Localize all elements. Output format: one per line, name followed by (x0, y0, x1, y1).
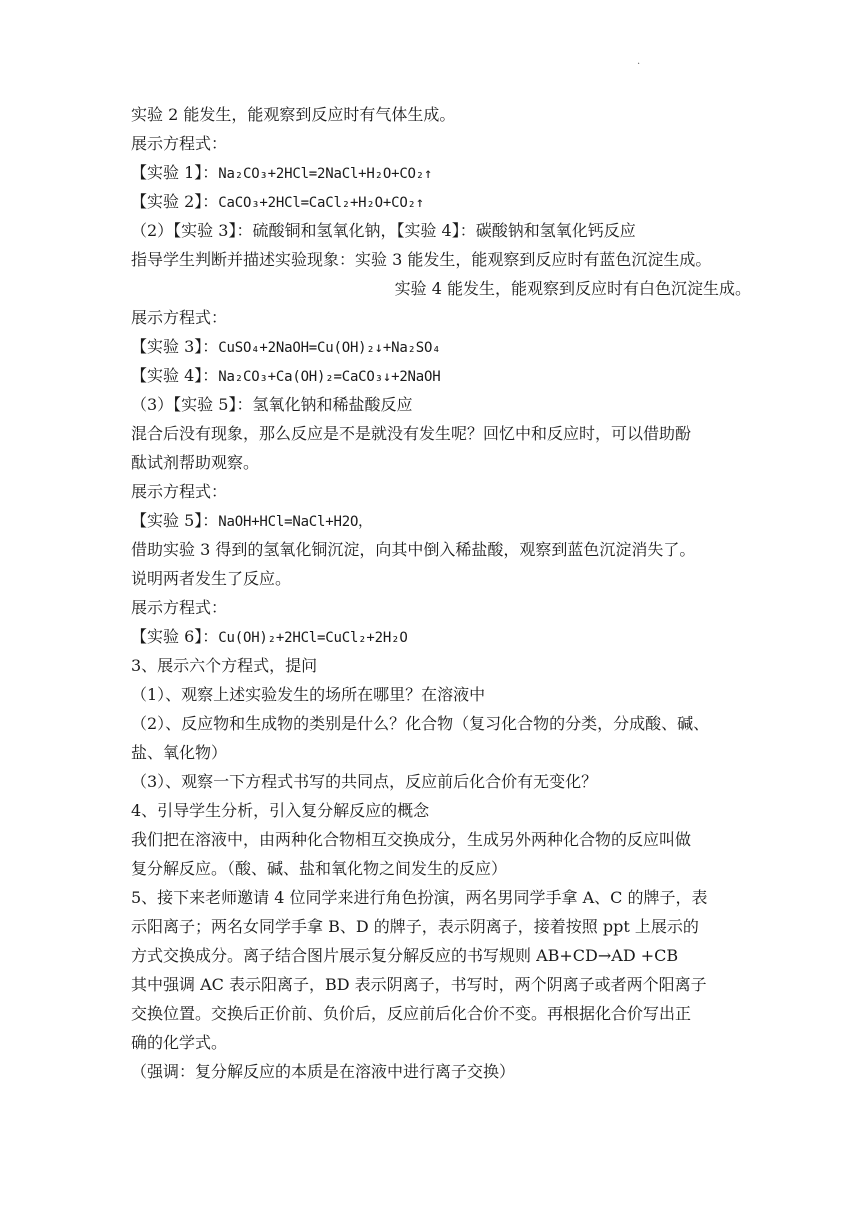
text-line: 方式交换成分。离子结合图片展示复分解反应的书写规则 AB+CD→AD +CB (131, 946, 679, 965)
equation-formula: Na₂CO₃+2HCl=2NaCl+H₂O+CO₂↑ (218, 166, 433, 182)
text-line: （强调：复分解反应的本质是在溶液中进行离子交换） (131, 1062, 516, 1081)
equation-line (131, 158, 751, 187)
text-line: （2）、反应物和生成物的类别是什么？化合物（复习化合物的分类，分成酸、碱、 (131, 714, 710, 733)
text-line: 实验 2 能发生，能观察到反应时有气体生成。 (131, 105, 456, 124)
equation-formula: Cu(OH)₂+2HCl=CuCl₂+2H₂O (218, 630, 408, 646)
text-line: 我们把在溶液中，由两种化合物相互交换成分，生成另外两种化合物的反应叫做 (131, 830, 692, 849)
text-line: 借助实验 3 得到的氢氧化铜沉淀，向其中倒入稀盐酸，观察到蓝色沉淀消失了。 (131, 540, 696, 559)
equation-line (131, 187, 751, 216)
equation-formula: CaCO₃+2HCl=CaCl₂+H₂O+CO₂↑ (218, 195, 424, 211)
document-body (131, 100, 751, 1086)
equation-label: 【实验 6】： (131, 627, 219, 646)
equation-label: 【实验 4】： (131, 366, 219, 385)
equation-label: 【实验 5】： (131, 511, 219, 530)
text-line: 展示方程式： (131, 134, 228, 153)
text-line: 酞试剂帮助观察。 (131, 453, 260, 472)
text-line: 盐、氧化物） (131, 743, 228, 762)
text-line: 展示方程式： (131, 308, 228, 327)
text-line: （3）【实验 5】：氢氧化钠和稀盐酸反应 (131, 395, 413, 414)
equation-line (131, 361, 751, 390)
equation-formula: Na₂CO₃+Ca(OH)₂=CaCO₃↓+2NaOH (218, 369, 441, 385)
text-line: 4、引导学生分析，引入复分解反应的概念 (131, 801, 430, 820)
header-dot: . (637, 56, 641, 67)
text-line: 说明两者发生了反应。 (131, 569, 292, 588)
text-line: 指导学生判断并描述实验现象：实验 3 能发生，能观察到反应时有蓝色沉淀生成。 (131, 250, 712, 269)
equation-label: 【实验 2】： (131, 192, 219, 211)
text-line: 3、展示六个方程式，提问 (131, 656, 318, 675)
equation-line (131, 622, 751, 651)
equation-label: 【实验 3】： (131, 337, 219, 356)
text-line: 交换位置。交换后正价前、负价后，反应前后化合价不变。再根据化合价写出正 (131, 1004, 692, 1023)
text-line: 示阳离子；两名女同学手拿 B、D 的牌子，表示阴离子，接着按照 ppt 上展示的 (131, 917, 699, 936)
text-line: 复分解反应。（酸、碱、盐和氧化物之间发生的反应） (131, 859, 508, 878)
text-line: （1）、观察上述实验发生的场所在哪里？在溶液中 (131, 685, 486, 704)
text-line: （2）【实验 3】：硫酸铜和氢氧化钠，【实验 4】：碳酸钠和氢氧化钙反应 (131, 221, 636, 240)
equation-line (131, 506, 751, 535)
equation-formula: CuSO₄+2NaOH=Cu(OH)₂↓+Na₂SO₄ (218, 340, 441, 356)
text-line: （3）、观察一下方程式书写的共同点，反应前后化合价有无变化？ (131, 772, 598, 791)
text-line: 5、接下来老师邀请 4 位同学来进行角色扮演，两名男同学手拿 A、C 的牌子，表 (131, 888, 708, 907)
equation-formula: NaOH+HCl=NaCl+H2O， (218, 514, 372, 530)
text-line: 展示方程式： (131, 598, 228, 617)
text-line: 展示方程式： (131, 482, 228, 501)
text-line: 实验 4 能发生，能观察到反应时有白色沉淀生成。 (394, 279, 751, 298)
text-line: 其中强调 AC 表示阳离子，BD 表示阴离子，书写时，两个阴离子或者两个阳离子 (131, 975, 707, 994)
equation-line (131, 332, 751, 361)
equation-label: 【实验 1】： (131, 163, 219, 182)
text-line: 混合后没有现象，那么反应是不是就没有发生呢？回忆中和反应时，可以借助酚 (131, 424, 692, 443)
text-line: 确的化学式。 (131, 1033, 228, 1052)
